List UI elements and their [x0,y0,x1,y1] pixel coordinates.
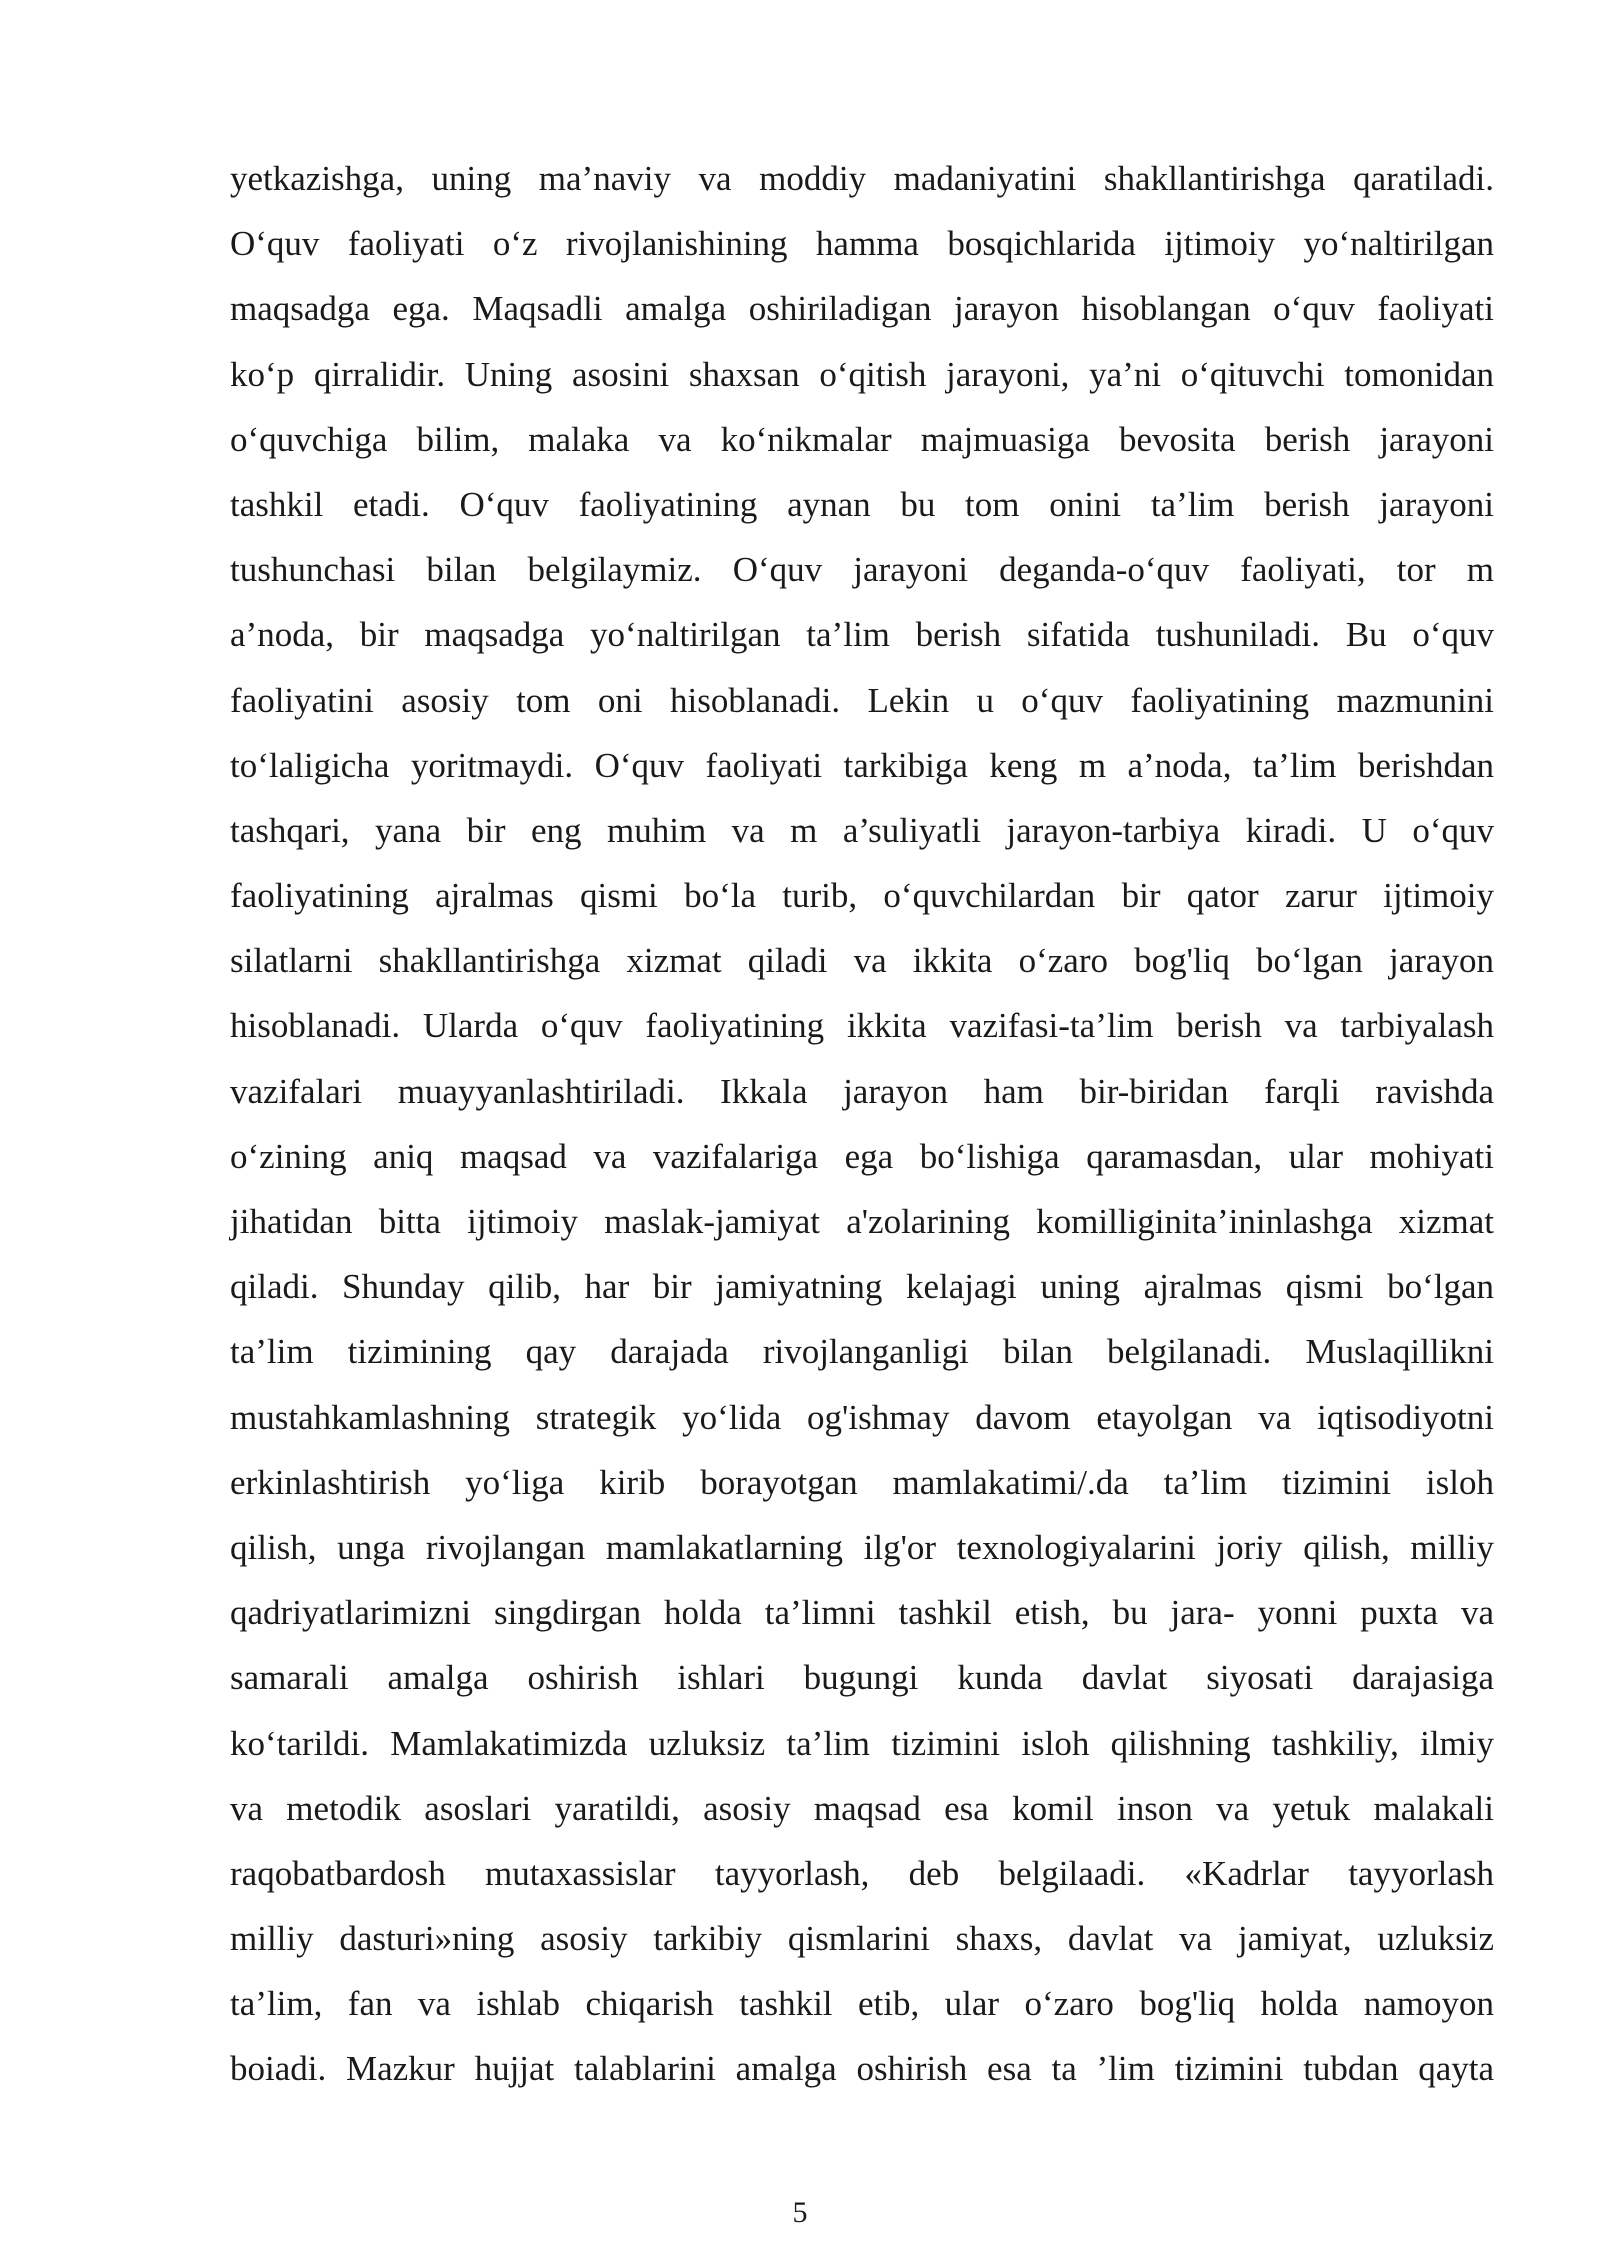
text-line: milliy dasturi»ning asosiy tarkibiy qismlarini shaxs, davlat va jamiyat, uzluksiz [230,1919,1494,1959]
text-line: qiladi. Shunday qilib, har bir jamiyatning kelajagi uning ajralmas qismi bo‘lgan [230,1267,1494,1307]
text-line: o‘quvchiga bilim, malaka va ko‘nikmalar majmuasiga bevosita berish jarayoni [230,419,1494,459]
text-line: qadriyatlarimizni singdirgan holda ta’limni tashkil etish, bu jara- yonni puxta va [230,1593,1494,1633]
text-line: faoliyatining ajralmas qismi bo‘la turib, o‘quvchilardan bir qator zarur ijtimoiy [230,876,1494,916]
text-line: mustahkamlashning strategik yo‘lida og'ishmay davom etayolgan va iqtisodiyotni [230,1397,1494,1437]
text-line: tushunchasi bilan belgilaymiz. O‘quv jarayoni deganda-o‘quv faoliyati, tor m [230,550,1494,590]
text-line: va metodik asoslari yaratildi, asosiy maqsad esa komil inson va yetuk malakali [230,1788,1494,1828]
text-line: ta’lim, fan va ishlab chiqarish tashkil etib, ular o‘zaro bog'liq holda namoyon [230,1984,1494,2024]
text-line: faoliyatini asosiy tom oni hisoblanadi. Lekin u o‘quv faoliyatining mazmunini [230,680,1494,720]
text-line: raqobatbardosh mutaxassislar tayyorlash, deb belgilaadi. «Kadrlar tayyorlash [230,1853,1494,1893]
text-line: samarali amalga oshirish ishlari bugungi kunda davlat siyosati darajasiga [230,1658,1494,1698]
body-text [230,146,1494,2102]
page-number: 5 [792,2196,808,2229]
text-line: hisoblanadi. Ularda o‘quv faoliyatining ikkita vazifasi-ta’lim berish va tarbiyalash [230,1006,1494,1046]
text-line: boiadi. Mazkur hujjat talablarini amalga oshirish esa ta ’lim tizimini tubdan qayta [230,2049,1494,2089]
text-line: O‘quv faoliyati o‘z rivojlanishining hamma bosqichlarida ijtimoiy yo‘naltirilgan [230,224,1494,264]
text-line: ta’lim tizimining qay darajada rivojlanganligi bilan belgilanadi. Muslaqillikni [230,1332,1494,1372]
text-line: vazifalari muayyanlashtiriladi. Ikkala jarayon ham bir-biridan farqli ravishda [230,1071,1494,1111]
text-line: maqsadga ega. Maqsadli amalga oshiriladigan jarayon hisoblangan o‘quv faoliyati [230,289,1494,329]
text-line: a’noda, bir maqsadga yo‘naltirilgan ta’lim berish sifatida tushuniladi. Bu o‘quv [230,615,1494,655]
text-line: to‘laligicha yoritmaydi. O‘quv faoliyati tarkibiga keng m a’noda, ta’lim berishdan [230,745,1494,785]
text-line: silatlarni shakllantirishga xizmat qiladi va ikkita o‘zaro bog'liq bo‘lgan jarayon [230,941,1494,981]
text-line: tashkil etadi. O‘quv faoliyatining aynan bu tom onini ta’lim berish jarayoni [230,484,1494,524]
text-line: qilish, unga rivojlangan mamlakatlarning ilg'or texnologiyalarini joriy qilish, milliy [230,1527,1494,1567]
text-line: yetkazishga, uning ma’naviy va moddiy madaniyatini shakllantirishga qaratiladi. [230,159,1494,198]
text-line: jihatidan bitta ijtimoiy maslak-jamiyat a'zolarining komilliginita’ininlashga xizmat [230,1202,1494,1241]
text-line: tashqari, yana bir eng muhim va m a’suliyatli jarayon-tarbiya kiradi. U o‘quv [230,810,1494,850]
text-line: erkinlashtirish yo‘liga kirib borayotgan mamlakatimi/.da ta’lim tizimini isloh [230,1462,1494,1502]
text-line: o‘zining aniq maqsad va vazifalariga ega bo‘lishiga qaramasdan, ular mohiyati [230,1136,1494,1176]
text-line: ko‘tarildi. Mamlakatimizda uzluksiz ta’lim tizimini isloh qilishning tashkiliy, ilmiy [230,1723,1494,1763]
text-line: ko‘p qirralidir. Uning asosini shaxsan o‘qitish jarayoni, ya’ni o‘qituvchi tomonidan [230,354,1494,394]
